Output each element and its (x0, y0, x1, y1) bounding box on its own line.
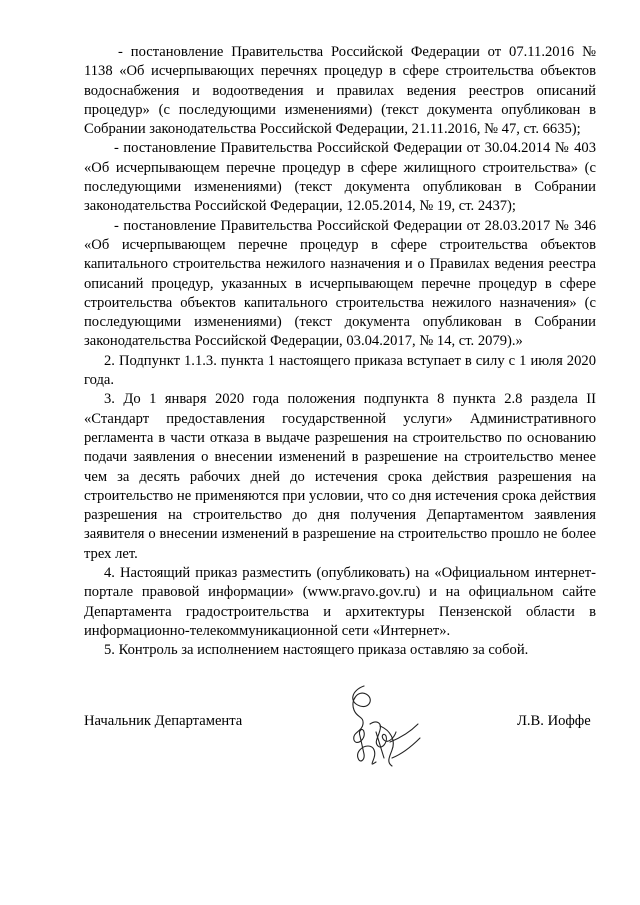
list-item-decree-346: - постановление Правительства Российской Федерации от 28.03.2017 № 346 «Об исчерпывающем перечне процедур в сфере строительства объектов капитального строительства нежилого назначения и о Правилах ведения реестра описаний процедур, указанных в исчерпывающем перечне процедур в сфере строительства объектов капитального строительства нежилого назначения» (с последующими изменениями) (текст документа опубликован в Собрании законодательства Российской Федерации, 03.04.2017, № 14, ст. 2079).» (84, 217, 596, 350)
handwritten-signature (330, 680, 422, 776)
list-item-decree-403: - постановление Правительства Российской Федерации от 30.04.2014 № 403 «Об исчерпывающем перечне процедур в сфере жилищного строительства» (с последующими изменениями) (текст документа опубликован в Собрании законодательства Российской Федерации, 12.05.2014, № 19, ст. 2437); (84, 140, 596, 215)
paragraph-3: 3. До 1 января 2020 года положения подпункта 8 пункта 2.8 раздела II «Стандарт предоставления государственной услуги» Административного регламента в части отказа в выдаче разрешения на строительство по основанию подачи заявления о внесении изменений в разрешение на строительство менее чем за десять рабочих дней до истечения срока действия разрешения на строительство не применяются при условии, что со дня истечения срока действия разрешения на строительство до дня получения Департаментом заявления заявителя о внесении изменений в разрешение на строительство прошло не более трех лет. (84, 391, 596, 562)
list-item-decree-1138: - постановление Правительства Российской Федерации от 07.11.2016 № 1138 «Об исчерпывающих перечнях процедур в сфере строительства объектов водоснабжения и водоотведения и правилах ведения реестров описаний процедур» (с последующими изменениями) (текст документа опубликован в Собрании законодательства Российской Федерации, 21.11.2016, № 47, ст. 6635); (84, 44, 596, 138)
paragraph-5: 5. Контроль за исполнением настоящего приказа оставляю за собой. (104, 642, 529, 659)
signatory-position: Начальник Департамента (84, 713, 243, 729)
signatory-name: Л.В. Иоффе (517, 713, 591, 729)
paragraph-4: 4. Настоящий приказ разместить (опубликовать) на «Официальном интернет-портале правовой информации» (www.pravo.gov.ru) и на официальном сайте Департамента градостроительства и архитектуры Пензенской области в информационно-телекоммуникационной сети «Интернет». (84, 565, 596, 639)
document-body (84, 43, 596, 661)
paragraph-2: 2. Подпункт 1.1.3. пункта 1 настоящего приказа вступает в силу с 1 июля 2020 года. (84, 352, 596, 389)
